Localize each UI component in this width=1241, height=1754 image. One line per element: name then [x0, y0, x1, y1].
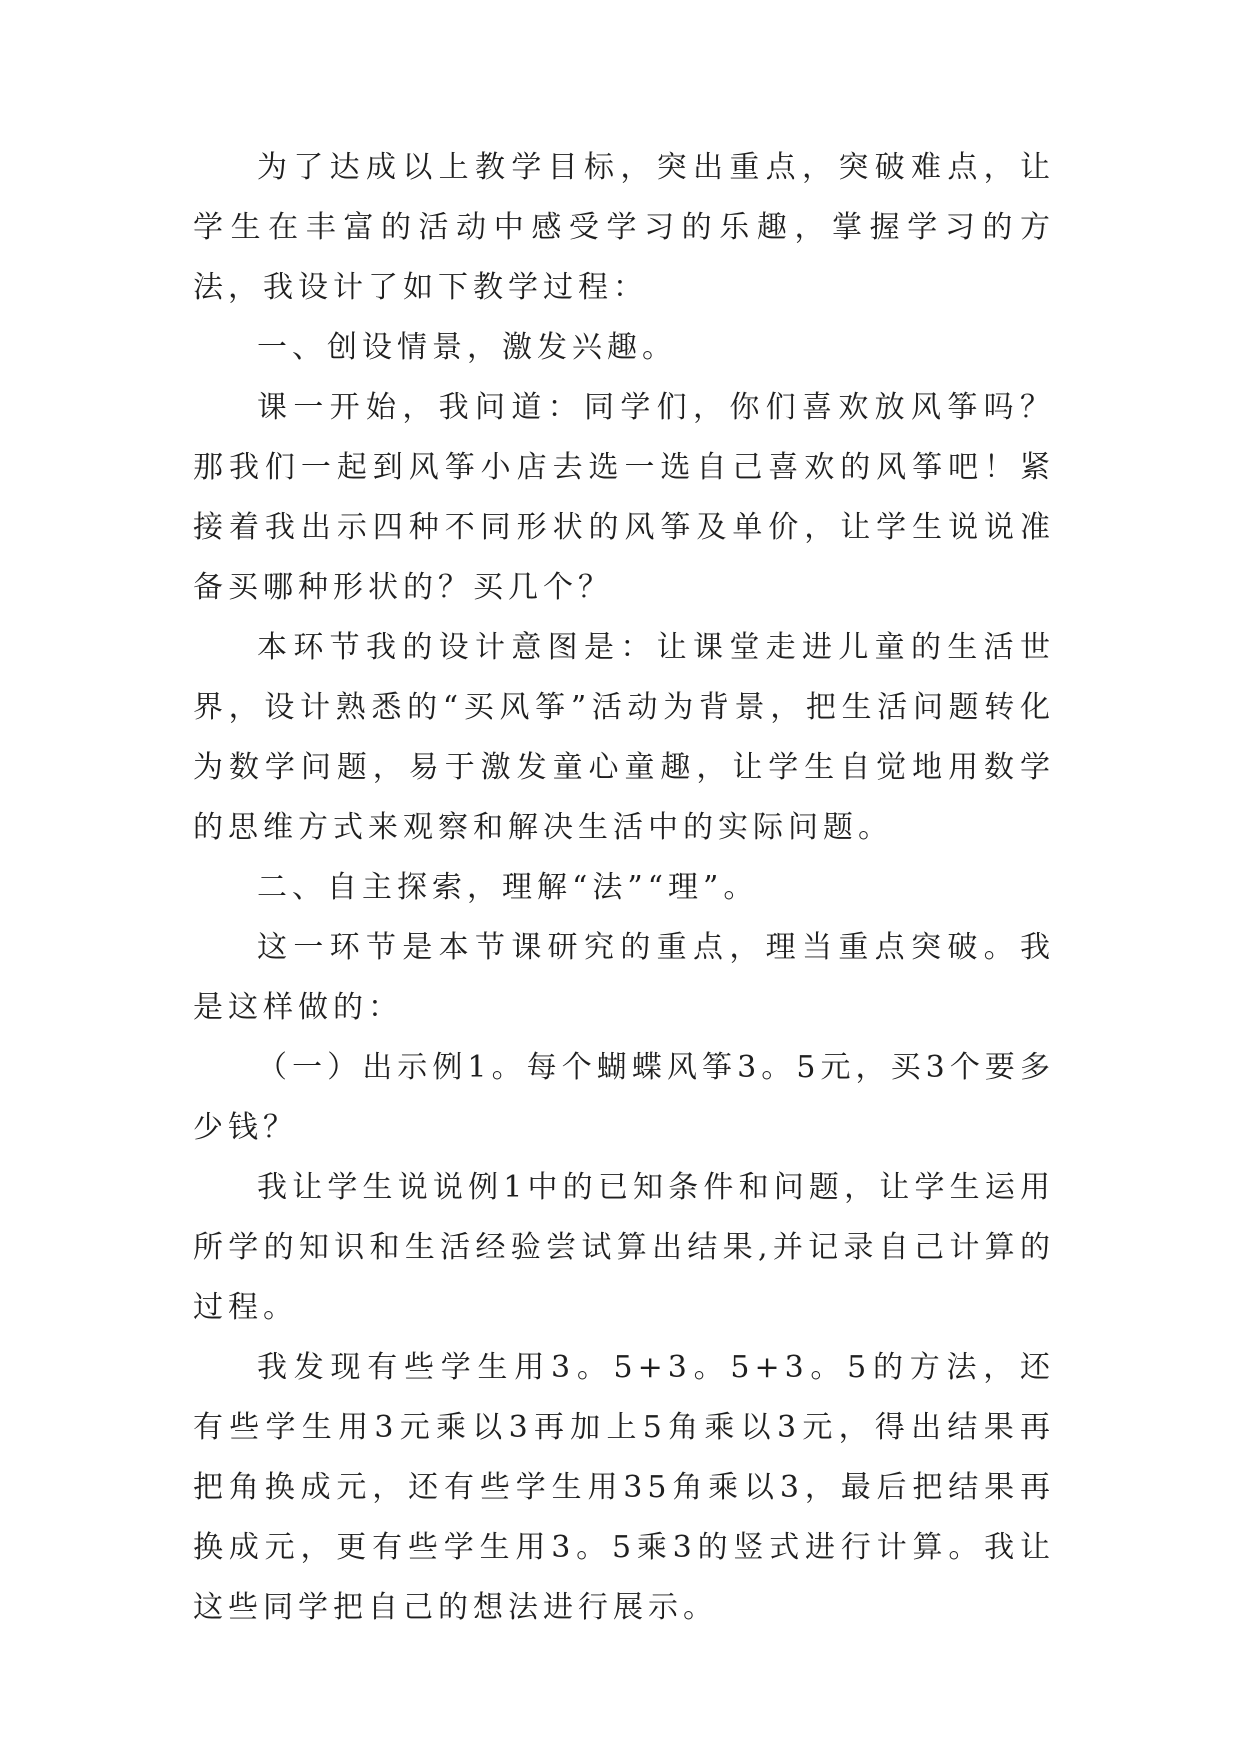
- section-heading-1: 一、创设情景，激发兴趣。: [257, 330, 677, 365]
- paragraph-focus: 这一环节是本节课研究的重点，理当重点突破。我是这样做的：: [193, 930, 1055, 1025]
- paragraph-methods: 我发现有些学生用3。5+3。5+3。5的方法，还有些学生用3元乘以3再加上5角乘以3元，得出结果再把角换成元，还有些学生用35角乘以3，最后把结果再换成元，更有些学生用3。5乘3的竖式进行计算。我让这些同学把自己的想法进行展示。: [193, 1350, 1055, 1625]
- section-heading-2: 二、自主探索，理解“法”“理”。: [257, 870, 759, 905]
- paragraph-intro: 为了达成以上教学目标，突出重点，突破难点，让学生在丰富的活动中感受学习的乐趣，掌握学习的方法，我设计了如下教学过程：: [193, 150, 1055, 305]
- paragraph-design-intent: 本环节我的设计意图是：让课堂走进儿童的生活世界，设计熟悉的“买风筝”活动为背景，把生活问题转化为数学问题，易于激发童心童趣，让学生自觉地用数学的思维方式来观察和解决生活中的实际问题。: [193, 630, 1055, 845]
- document-page: [193, 138, 1055, 1638]
- paragraph-student-task: 我让学生说说例1中的已知条件和问题，让学生运用所学的知识和生活经验尝试算出结果,并记录自己计算的过程。: [193, 1170, 1055, 1325]
- paragraph-example-1: （一）出示例1。每个蝴蝶风筝3。5元，买3个要多少钱？: [193, 1050, 1055, 1145]
- paragraph-opening: 课一开始，我问道：同学们，你们喜欢放风筝吗？那我们一起到风筝小店去选一选自己喜欢的风筝吧！紧接着我出示四种不同形状的风筝及单价，让学生说说准备买哪种形状的？买几个？: [193, 390, 1055, 605]
